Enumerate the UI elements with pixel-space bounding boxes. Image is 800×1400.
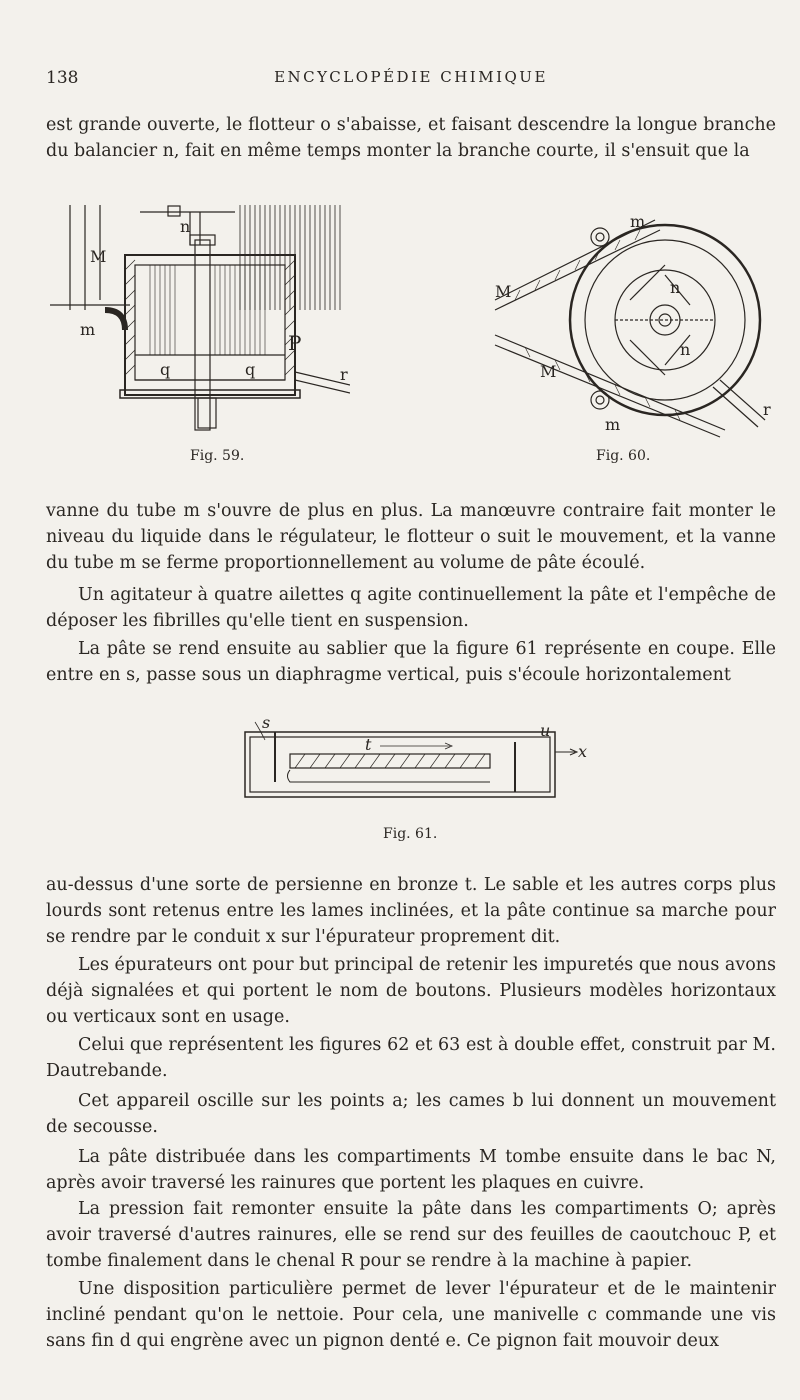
figure-59-drawing [50, 200, 350, 440]
paragraph-5: au-dessus d'une sorte de persienne en bronze t. Le sable et les autres corps plus lourds sont retenus entre les lames inclinées, et la pâte continue sa marche pour se rendre par le conduit x sur l'épurateur proprement dit. [46, 875, 776, 947]
fig59-label-P: P [288, 331, 302, 355]
paragraph-3: Un agitateur à quatre ailettes q agite continuellement la pâte et l'empêche de déposer les fibrilles qu'elle tient en suspension. [46, 585, 776, 631]
fig60-label-M-left: M [495, 282, 512, 301]
paragraph-4: La pâte se rend ensuite au sablier que la figure 61 représente en coupe. Elle entre en s, passe sous un diaphragme vertical, puis s'écoule horizontalement [46, 639, 776, 685]
figure-60 [485, 205, 780, 440]
running-head: ENCYCLOPÉDIE CHIMIQUE [274, 68, 548, 86]
figure-61-caption: Fig. 61. [383, 826, 438, 842]
paragraph-10: La pression fait remonter ensuite la pâte dans les compartiments O; après avoir traversé d'autres rainures, elle se rend sur des feuilles de caoutchouc P, et tombe finalement dans le chenal R pour se rendre à la machine à papier. [46, 1199, 776, 1271]
figure-60-caption: Fig. 60. [596, 448, 651, 464]
figure-60-drawing [485, 205, 780, 440]
fig60-label-r: r [763, 400, 771, 419]
paragraph-6: Les épurateurs ont pour but principal de retenir les impuretés que nous avons déjà signalées et qui portent le nom de boutons. Plusieurs modèles horizontaux ou verticaux sont en usage. [46, 955, 776, 1027]
fig60-label-n2: n [680, 340, 691, 359]
figure-59 [50, 200, 350, 440]
page-number: 138 [46, 68, 79, 88]
paragraph-1: est grande ouverte, le flotteur o s'abaisse, et faisant descendre la longue branche du balancier n, fait en même temps monter la branche courte, il s'ensuit que la [46, 115, 776, 161]
fig59-label-n: n [180, 217, 191, 236]
paragraph-11: Une disposition particulière permet de lever l'épurateur et de le maintenir incliné pendant qu'on le nettoie. Pour cela, une manivelle c commande une vis sans fin d qui engrène avec un pignon denté e. Ce pignon fait mouvoir deux [46, 1279, 776, 1351]
figure-61 [230, 712, 600, 812]
fig61-label-u: u [540, 721, 551, 740]
fig59-label-r: r [340, 365, 348, 384]
fig60-label-m-top: m [630, 212, 646, 231]
fig61-label-x: x [578, 742, 588, 761]
figure-61-drawing [230, 712, 600, 812]
fig61-label-t: t [365, 735, 372, 754]
fig59-label-q2: q [245, 360, 256, 379]
paragraph-8: Cet appareil oscille sur les points a; les cames b lui donnent un mouvement de secousse. [46, 1091, 776, 1137]
fig60-label-M-lower: M [540, 362, 557, 381]
fig59-label-m: m [80, 320, 96, 339]
fig60-label-n1: n [670, 278, 681, 297]
paragraph-9: La pâte distribuée dans les compartiments M tombe ensuite dans le bac N, après avoir traversé les rainures que portent les plaques en cuivre. [46, 1147, 776, 1193]
fig59-label-M: M [90, 247, 107, 266]
figure-59-caption: Fig. 59. [190, 448, 245, 464]
fig61-label-s: s [262, 713, 271, 732]
fig59-label-q1: q [160, 360, 171, 379]
page-header [46, 68, 776, 92]
paragraph-2: vanne du tube m s'ouvre de plus en plus. La manœuvre contraire fait monter le niveau du liquide dans le régulateur, le flotteur o suit le mouvement, et la vanne du tube m se ferme proportionnellement au volume de pâte écoulé. [46, 501, 776, 573]
paragraph-7: Celui que représentent les figures 62 et 63 est à double effet, construit par M. Dautrebande. [46, 1035, 776, 1081]
fig60-label-m-bottom: m [605, 415, 621, 434]
